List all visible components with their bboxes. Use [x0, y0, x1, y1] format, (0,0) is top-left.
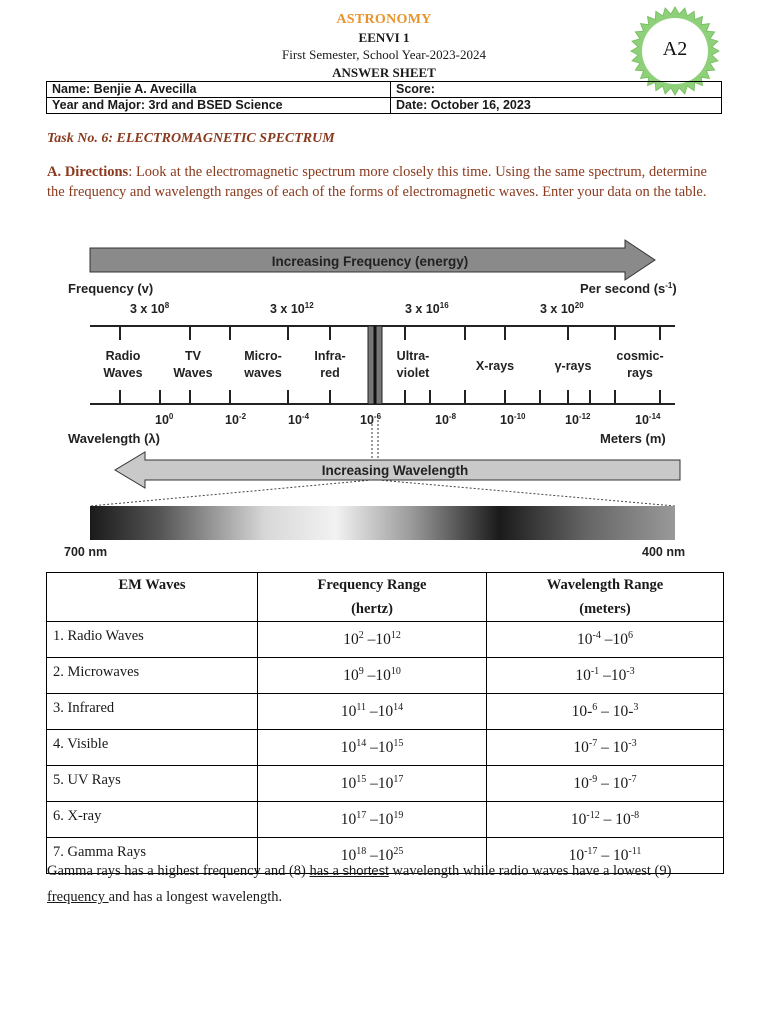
em-wave-name: 7. Gamma Rays [47, 838, 258, 874]
wavelength-tick-label: $10^{-2}$ [225, 412, 247, 427]
band-label: Ultra- [396, 349, 430, 363]
sheet-title: ANSWER SHEET [332, 65, 436, 80]
course-title: ASTRONOMY [336, 12, 432, 27]
directions [47, 162, 707, 202]
wavelength-range: $10^{-7} - 10^{-3}$ [487, 730, 724, 766]
meters-label: Meters (m) [600, 431, 666, 446]
frequency-range: $10^{14}$ $-10^{15}$ [258, 730, 487, 766]
frequency-range: $10^{18}$ $-10^{25}$ [258, 838, 487, 874]
frequency-range: $10^2$ $-10^{12}$ [258, 622, 487, 658]
table-header: EM Waves [47, 573, 258, 622]
wavelength-range: $10^{-17} - 10^{-11}$ [487, 838, 724, 874]
frequency-tick-label: 3 x $10^{16}$ [405, 301, 449, 316]
summary-text-3: and has a longest wavelength. [108, 889, 283, 905]
wavelength-range: $10^{-9} - 10^{-7}$ [487, 766, 724, 802]
directions-label: A. Directions [47, 164, 129, 180]
frequency-tick-label: 3 x $10^8$ [130, 301, 170, 316]
year-major: Year and Major: 3rd and BSED Science [47, 98, 391, 114]
date-field: Date: October 16, 2023 [391, 98, 722, 114]
nm-left-label: 700 nm [64, 545, 108, 559]
em-wave-name: 4. Visible [47, 730, 258, 766]
frequency-tick-label: 3 x $10^{12}$ [270, 301, 314, 316]
em-wave-name: 2. Microwaves [47, 658, 258, 694]
table-row [47, 766, 724, 802]
wavelength-range: 10-$^6$ – 10-$^3$ [487, 694, 724, 730]
em-waves-table [46, 572, 724, 874]
summary-text-2: wavelength while radio waves have a lowest (9) [388, 863, 672, 879]
frequency-tick-label: 3 x $10^{20}$ [540, 301, 584, 316]
band-label: X-rays [475, 359, 515, 373]
wavelength-range: $10^{-4}$ $-10^6$ [487, 622, 724, 658]
band-label: Infra- [314, 349, 346, 363]
summary-text-1: Gamma rays has a highest frequency and (8) [47, 863, 310, 879]
frequency-range: $10^9$ $-10^{10}$ [258, 658, 487, 694]
band-label: Waves [103, 366, 143, 380]
em-wave-name: 5. UV Rays [47, 766, 258, 802]
directions-text: : Look at the electromagnetic spectrum more closely this time. Using the same spectrum, determine the frequency and wavelength ranges of each of the forms of electromagnetic waves. Enter your data on the table. [47, 164, 707, 200]
student-info-table [46, 81, 722, 114]
em-wave-name: 1. Radio Waves [47, 622, 258, 658]
table-row [47, 622, 724, 658]
table-header: Frequency Range (hertz) [258, 573, 487, 622]
wavelength-tick-label: $10^0$ [155, 412, 174, 427]
wavelength-range: $10^{-1}$ $-10^{-3}$ [487, 658, 724, 694]
table-row [47, 730, 724, 766]
student-name: Name: Benjie A. Avecilla [47, 82, 391, 98]
band-label: red [320, 366, 340, 380]
per-second-label: Per second $(s^{-1})$ [580, 281, 677, 296]
answer-8: has a shortest [309, 863, 389, 879]
frequency-range: $10^{17}$ $-10^{19}$ [258, 802, 487, 838]
band-label: Waves [173, 366, 213, 380]
answer-9: frequency [47, 889, 109, 905]
band-label: cosmic- [616, 349, 664, 363]
nm-right-label: 400 nm [642, 545, 686, 559]
increasing-wavelength-label: Increasing Wavelength [321, 463, 469, 478]
table-row [47, 694, 724, 730]
frequency-label: Frequency (v) [68, 281, 154, 296]
em-wave-name: 6. X-ray [47, 802, 258, 838]
table-row [47, 802, 724, 838]
visible-spectrum-bar [90, 506, 675, 540]
band-label: violet [396, 366, 430, 380]
increasing-frequency-label: Increasing Frequency (energy) [271, 254, 469, 269]
semester: First Semester, School Year-2023-2024 [282, 47, 486, 62]
wavelength-tick-label: $10^{-12}$ [565, 412, 591, 427]
wavelength-range: $10^{-12} - 10^{-8}$ [487, 802, 724, 838]
wavelength-tick-label: $10^{-6}$ [360, 412, 382, 427]
band-label: waves [244, 366, 282, 380]
band-label: γ-rays [554, 359, 592, 373]
band-label: Radio [105, 349, 141, 363]
band-label: rays [627, 366, 653, 380]
wavelength-tick-label: $10^{-10}$ [500, 412, 526, 427]
wavelength-tick-label: $10^{-8}$ [435, 412, 457, 427]
wavelength-tick-label: $10^{-4}$ [288, 412, 310, 427]
frequency-range: $10^{11}$ $-10^{14}$ [258, 694, 487, 730]
score-field: Score: [391, 82, 722, 98]
course-code: EENVI 1 [358, 30, 410, 45]
band-label: Micro- [244, 349, 282, 363]
badge-label: A2 [662, 38, 688, 60]
task-title: Task No. 6: ELECTROMAGNETIC SPECTRUM [47, 131, 335, 146]
frequency-range: $10^{15}$ $-10^{17}$ [258, 766, 487, 802]
wavelength-tick-label: $10^{-14}$ [635, 412, 661, 427]
table-row [47, 658, 724, 694]
em-spectrum-figure [60, 236, 710, 562]
band-label: TV [185, 349, 201, 363]
em-wave-name: 3. Infrared [47, 694, 258, 730]
summary-paragraph [47, 858, 727, 910]
wavelength-label: Wavelength (λ) [68, 431, 160, 446]
table-header: Wavelength Range (meters) [487, 573, 724, 622]
